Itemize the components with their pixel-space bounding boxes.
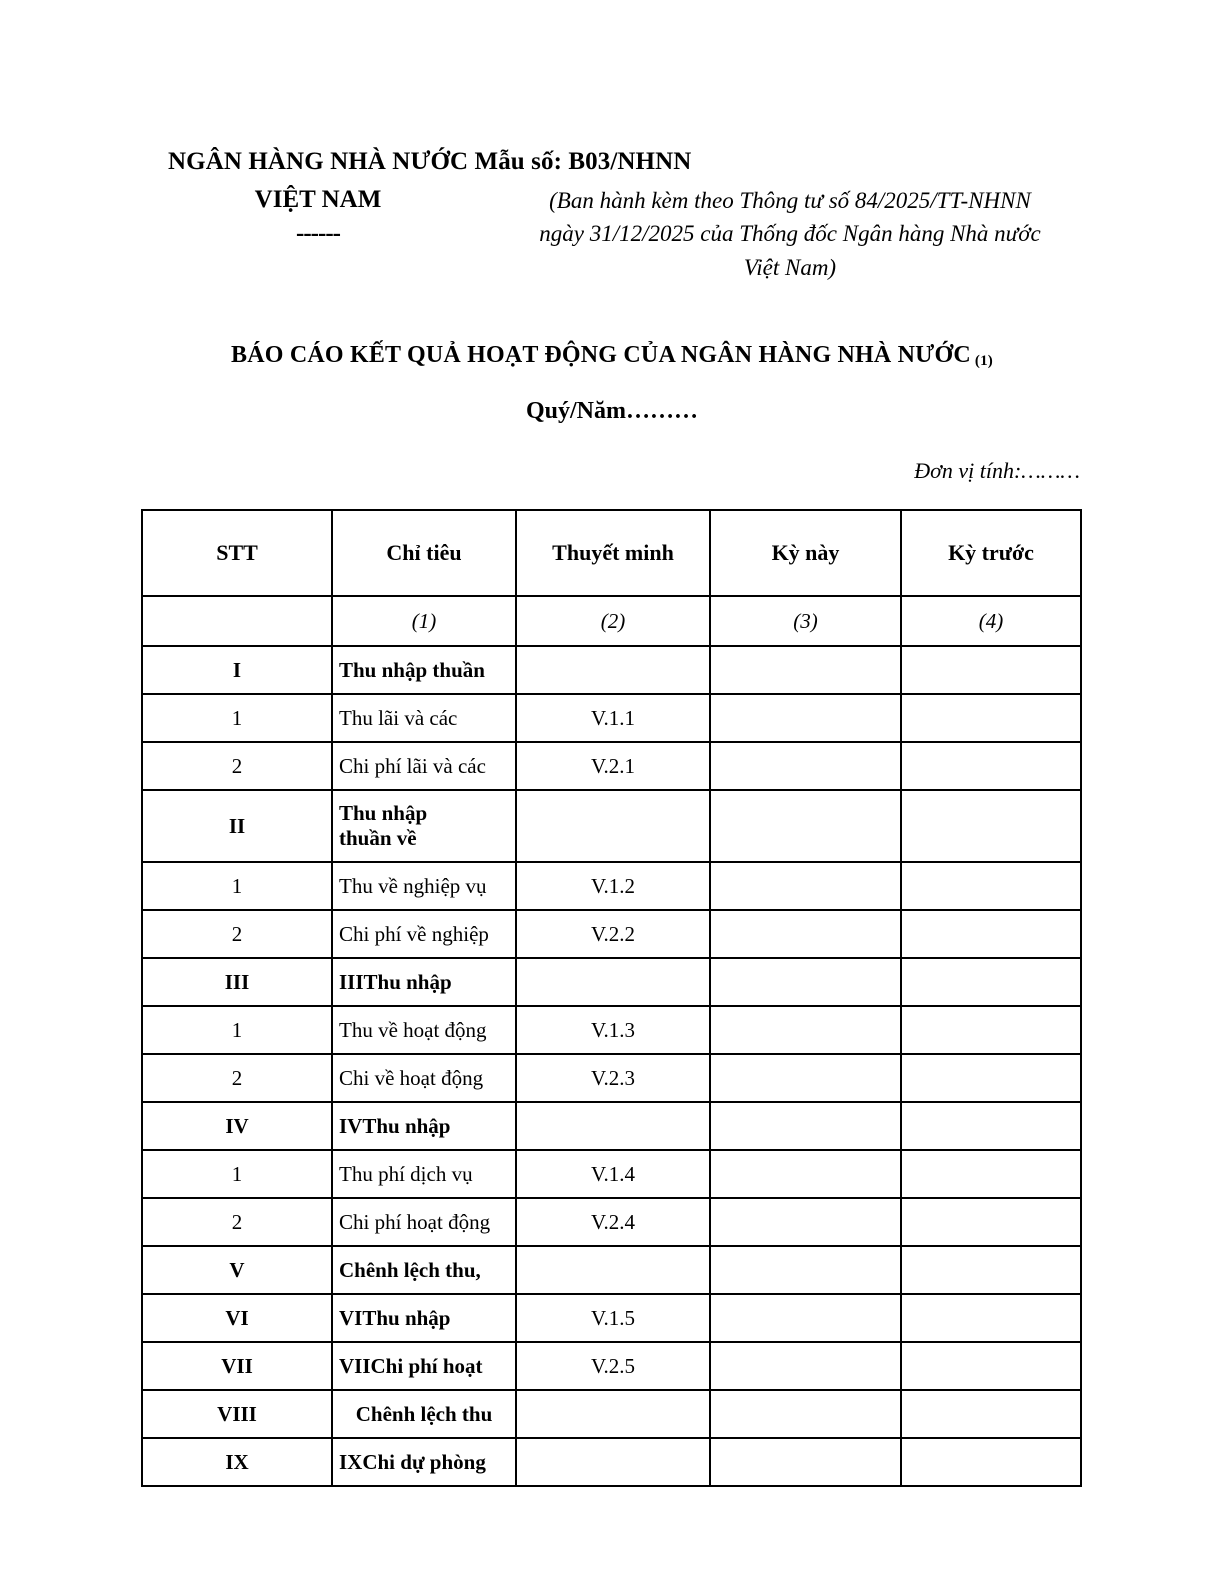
- value-cell-current-period[interactable]: [710, 1390, 901, 1438]
- row-number-cell: 1: [142, 694, 332, 742]
- table-row: [142, 1102, 1081, 1150]
- table-row: [142, 1294, 1081, 1342]
- report-table: [141, 509, 1082, 1487]
- note-reference-cell: V.1.4: [516, 1150, 710, 1198]
- value-cell-current-period[interactable]: [710, 1246, 901, 1294]
- column-number-indicator: (1): [332, 596, 516, 646]
- indicator-cell: Thu nhập thuần: [332, 646, 516, 694]
- note-reference-cell: V.2.5: [516, 1342, 710, 1390]
- value-cell-current-period[interactable]: [710, 1150, 901, 1198]
- row-number-cell: VI: [142, 1294, 332, 1342]
- value-cell-previous-period[interactable]: [901, 1438, 1081, 1486]
- row-number-cell: III: [142, 958, 332, 1006]
- table-row: [142, 742, 1081, 790]
- page-title: [0, 342, 1224, 369]
- row-number-cell: 2: [142, 1054, 332, 1102]
- value-cell-previous-period[interactable]: [901, 910, 1081, 958]
- report-table-body: [142, 510, 1081, 1486]
- note-reference-cell: V.2.4: [516, 1198, 710, 1246]
- value-cell-previous-period[interactable]: [901, 1054, 1081, 1102]
- value-cell-previous-period[interactable]: [901, 1342, 1081, 1390]
- table-row: [142, 862, 1081, 910]
- page-subtitle: Quý/Năm………: [525, 398, 698, 424]
- indicator-cell: VIIChi phí hoạt: [332, 1342, 516, 1390]
- issuing-reference: [480, 184, 1100, 284]
- value-cell-previous-period[interactable]: [901, 1102, 1081, 1150]
- unit-label: Đơn vị tính:………: [914, 458, 1080, 483]
- row-number-cell: IV: [142, 1102, 332, 1150]
- table-column-number-row: [142, 596, 1081, 646]
- issuing-reference-line-3: Việt Nam): [743, 254, 837, 280]
- value-cell-previous-period[interactable]: [901, 1390, 1081, 1438]
- note-reference-cell: V.1.2: [516, 862, 710, 910]
- note-reference-cell: V.1.3: [516, 1006, 710, 1054]
- table-row: [142, 958, 1081, 1006]
- value-cell-previous-period[interactable]: [901, 1150, 1081, 1198]
- value-cell-current-period[interactable]: [710, 742, 901, 790]
- table-row: [142, 1198, 1081, 1246]
- indicator-cell: VIThu nhập: [332, 1294, 516, 1342]
- indicator-cell: IXChi dự phòng: [332, 1438, 516, 1486]
- indicator-cell: Thu phí dịch vụ: [332, 1150, 516, 1198]
- indicator-cell: Thu về hoạt động: [332, 1006, 516, 1054]
- value-cell-current-period[interactable]: [710, 646, 901, 694]
- value-cell-current-period[interactable]: [710, 694, 901, 742]
- letterhead-divider: ------: [296, 220, 340, 247]
- note-reference-cell: V.1.5: [516, 1294, 710, 1342]
- value-cell-current-period[interactable]: [710, 862, 901, 910]
- value-cell-previous-period[interactable]: [901, 646, 1081, 694]
- page-title-text: BÁO CÁO KẾT QUẢ HOẠT ĐỘNG CỦA NGÂN HÀNG NHÀ NƯỚC: [231, 342, 971, 368]
- value-cell-current-period[interactable]: [710, 1198, 901, 1246]
- table-row: [142, 1390, 1081, 1438]
- column-header-stt: STT: [142, 510, 332, 596]
- value-cell-previous-period[interactable]: [901, 742, 1081, 790]
- row-number-cell: 2: [142, 910, 332, 958]
- table-row: [142, 910, 1081, 958]
- table-row: [142, 1438, 1081, 1486]
- value-cell-previous-period[interactable]: [901, 1294, 1081, 1342]
- column-header-indicator: Chỉ tiêu: [332, 510, 516, 596]
- table-row: [142, 1054, 1081, 1102]
- value-cell-current-period[interactable]: [710, 1294, 901, 1342]
- value-cell-current-period[interactable]: [710, 910, 901, 958]
- column-number-note: (2): [516, 596, 710, 646]
- indicator-cell: Chênh lệch thu,: [332, 1246, 516, 1294]
- note-reference-cell: V.2.1: [516, 742, 710, 790]
- row-number-cell: I: [142, 646, 332, 694]
- value-cell-current-period[interactable]: [710, 1006, 901, 1054]
- value-cell-current-period[interactable]: [710, 1054, 901, 1102]
- value-cell-current-period[interactable]: [710, 1102, 901, 1150]
- row-number-cell: 1: [142, 1006, 332, 1054]
- table-row: [142, 1342, 1081, 1390]
- row-number-cell: II: [142, 790, 332, 862]
- value-cell-current-period[interactable]: [710, 958, 901, 1006]
- value-cell-previous-period[interactable]: [901, 958, 1081, 1006]
- indicator-cell: Thu nhập thuần về: [332, 790, 516, 862]
- title-footnote-marker: (1): [974, 353, 993, 369]
- value-cell-current-period[interactable]: [710, 1438, 901, 1486]
- indicator-cell: Thu về nghiệp vụ: [332, 862, 516, 910]
- indicator-cell: Chênh lệch thu: [332, 1390, 516, 1438]
- issuing-reference-line-1: (Ban hành kèm theo Thông tư số 84/2025/TT-NHNN: [549, 188, 1031, 213]
- note-reference-cell: [516, 958, 710, 1006]
- table-row: [142, 1246, 1081, 1294]
- table-header-row: [142, 510, 1081, 596]
- column-header-note: Thuyết minh: [516, 510, 710, 596]
- note-reference-cell: V.1.1: [516, 694, 710, 742]
- indicator-cell: Chi phí về nghiệp: [332, 910, 516, 958]
- value-cell-current-period[interactable]: [710, 790, 901, 862]
- value-cell-current-period[interactable]: [710, 1342, 901, 1390]
- note-reference-cell: [516, 1246, 710, 1294]
- row-number-cell: VII: [142, 1342, 332, 1390]
- table-row: [142, 646, 1081, 694]
- value-cell-previous-period[interactable]: [901, 1198, 1081, 1246]
- value-cell-previous-period[interactable]: [901, 1006, 1081, 1054]
- table-row: [142, 1006, 1081, 1054]
- issuing-reference-line-2: ngày 31/12/2025 của Thống đốc Ngân hàng Nhà nước: [539, 221, 1041, 247]
- report-table-wrapper: [141, 509, 1080, 1487]
- row-number-cell: 2: [142, 742, 332, 790]
- indicator-cell: IVThu nhập: [332, 1102, 516, 1150]
- column-header-previous-period: Kỳ trước: [901, 510, 1081, 596]
- note-reference-cell: [516, 646, 710, 694]
- column-number-previous-period: (4): [901, 596, 1081, 646]
- indicator-cell: Chi phí hoạt động: [332, 1198, 516, 1246]
- value-cell-previous-period[interactable]: [901, 1246, 1081, 1294]
- note-reference-cell: [516, 1438, 710, 1486]
- value-cell-previous-period[interactable]: [901, 862, 1081, 910]
- row-number-cell: V: [142, 1246, 332, 1294]
- row-number-cell: VIII: [142, 1390, 332, 1438]
- indicator-cell: Thu lãi và các: [332, 694, 516, 742]
- table-row: [142, 1150, 1081, 1198]
- table-row: [142, 694, 1081, 742]
- column-header-current-period: Kỳ này: [710, 510, 901, 596]
- value-cell-previous-period[interactable]: [901, 790, 1081, 862]
- note-reference-cell: [516, 790, 710, 862]
- issuer-line-1: NGÂN HÀNG NHÀ NƯỚC Mẫu số: B03/NHNN: [168, 148, 692, 175]
- issuer-line-2: VIỆT NAM: [254, 186, 382, 213]
- indicator-cell: IIIThu nhập: [332, 958, 516, 1006]
- row-number-cell: 1: [142, 862, 332, 910]
- indicator-cell: Chi về hoạt động: [332, 1054, 516, 1102]
- note-reference-cell: V.2.2: [516, 910, 710, 958]
- note-reference-cell: [516, 1390, 710, 1438]
- row-number-cell: IX: [142, 1438, 332, 1486]
- indicator-cell: Chi phí lãi và các: [332, 742, 516, 790]
- column-number-current-period: (3): [710, 596, 901, 646]
- note-reference-cell: [516, 1102, 710, 1150]
- row-number-cell: 2: [142, 1198, 332, 1246]
- table-row: [142, 790, 1081, 862]
- note-reference-cell: V.2.3: [516, 1054, 710, 1102]
- value-cell-previous-period[interactable]: [901, 694, 1081, 742]
- row-number-cell: 1: [142, 1150, 332, 1198]
- column-number-stt: [142, 596, 332, 646]
